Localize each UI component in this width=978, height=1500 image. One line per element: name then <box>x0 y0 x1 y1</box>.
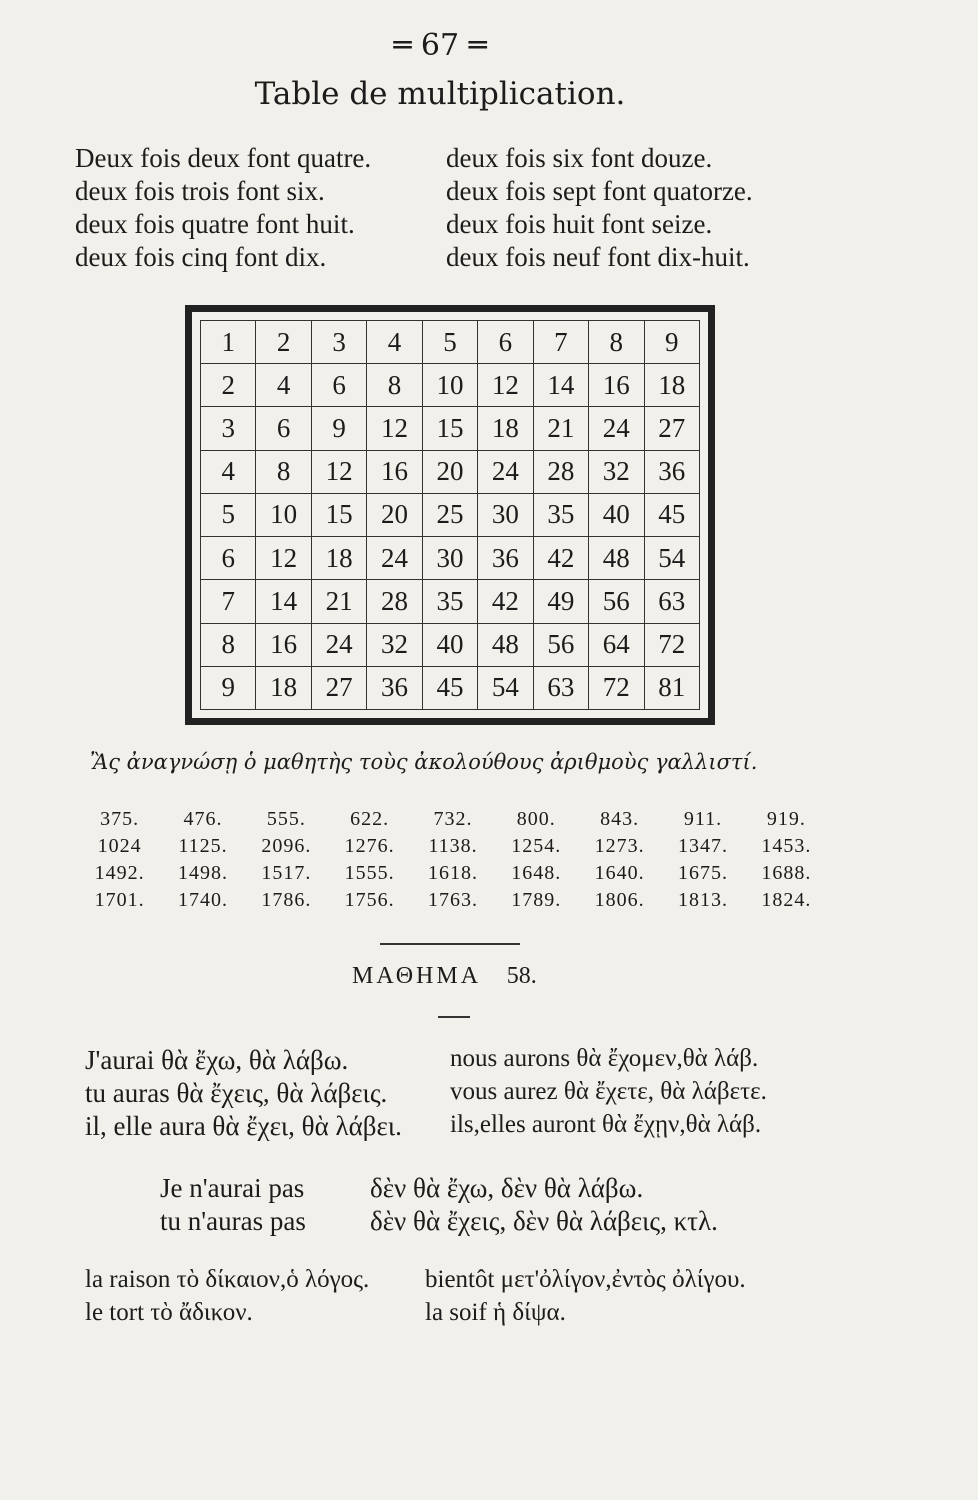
table-cell: 35 <box>533 493 588 536</box>
number-cell: 555. <box>266 808 306 830</box>
table-cell: 1 <box>201 321 256 364</box>
number-cell: 1254. <box>511 835 562 857</box>
table-cell: 28 <box>533 450 588 493</box>
table-row <box>201 321 700 364</box>
table-cell: 18 <box>311 537 366 580</box>
number-cell: 1492. <box>94 862 145 884</box>
number-cell: 1498. <box>177 862 228 884</box>
conjugation-left-1: J'aurai θὰ ἔχω, θὰ λάβω. <box>85 1045 349 1075</box>
table-cell: 20 <box>422 450 477 493</box>
table-cell: 16 <box>367 450 422 493</box>
table-cell: 24 <box>367 537 422 580</box>
conjugation-right-3: ils,elles auront θὰ ἔχῃν,θὰ λάβ. <box>450 1111 762 1138</box>
table-cell: 21 <box>311 580 366 623</box>
verse-right-4: deux fois neuf font dix-huit. <box>446 242 750 272</box>
table-cell: 9 <box>644 321 700 364</box>
number-cell: 1138. <box>428 835 478 857</box>
number-cell: 1786. <box>261 889 312 911</box>
conjugation-left-3: il, elle aura θὰ ἔχει, θὰ λάβει. <box>85 1111 402 1141</box>
number-cell: 1273. <box>594 835 645 857</box>
number-cell: 1453. <box>761 835 812 857</box>
table-cell: 42 <box>478 580 533 623</box>
table-cell: 10 <box>256 493 311 536</box>
table-cell: 8 <box>589 321 644 364</box>
table-cell: 40 <box>589 493 644 536</box>
table-cell: 49 <box>533 580 588 623</box>
table-cell: 14 <box>256 580 311 623</box>
table-cell: 16 <box>256 623 311 666</box>
table-row <box>78 860 828 887</box>
numbers-grid <box>78 806 828 914</box>
table-cell: 63 <box>533 666 588 709</box>
table-row <box>201 537 700 580</box>
verse-left-1: Deux fois deux font quatre. <box>75 143 372 173</box>
table-cell: 32 <box>367 623 422 666</box>
negation-gr-2: δὲν θὰ ἔχεις, δὲν θὰ λάβεις, κτλ. <box>370 1206 718 1236</box>
table-cell: 63 <box>644 580 700 623</box>
vocab-left-2: le tort τὸ ἄδικον. <box>85 1299 253 1326</box>
number-cell: 1763. <box>427 889 478 911</box>
table-cell: 72 <box>589 666 644 709</box>
negation-fr-1: Je n'aurai pas <box>160 1173 305 1203</box>
table-cell: 7 <box>533 321 588 364</box>
table-cell: 5 <box>201 493 256 536</box>
table-cell: 15 <box>311 493 366 536</box>
verse-left-4: deux fois cinq font dix. <box>75 242 327 272</box>
number-cell: 1648. <box>511 862 562 884</box>
table-cell: 9 <box>311 407 366 450</box>
table-row <box>201 666 700 709</box>
table-cell: 42 <box>533 537 588 580</box>
number-cell: 1125. <box>178 835 228 857</box>
table-cell: 6 <box>256 407 311 450</box>
table-cell: 10 <box>422 364 477 407</box>
number-cell: 1024 <box>97 835 142 857</box>
conjugation-right-2: vous aurez θὰ ἔχετε, θὰ λάβετε. <box>450 1078 767 1105</box>
number-cell: 1740. <box>177 889 228 911</box>
number-cell: 1806. <box>594 889 645 911</box>
table-row <box>78 833 828 860</box>
number-cell: 1824. <box>761 889 812 911</box>
table-cell: 12 <box>478 364 533 407</box>
vocab-left-1: la raison τὸ δίκαιον,ὁ λόγος. <box>85 1266 370 1293</box>
conjugation-right-1: nous aurons θὰ ἔχομεν,θὰ λάβ. <box>450 1045 759 1072</box>
table-cell: 48 <box>478 623 533 666</box>
verse-right-3: deux fois huit font seize. <box>446 209 713 239</box>
lesson-heading <box>352 963 537 990</box>
table-cell: 3 <box>311 321 366 364</box>
table-cell: 45 <box>422 666 477 709</box>
table-cell: 12 <box>311 450 366 493</box>
lesson-title: ΜΑΘΗΜΑ <box>352 963 480 989</box>
table-cell: 40 <box>422 623 477 666</box>
table-cell: 8 <box>201 623 256 666</box>
table-cell: 12 <box>256 537 311 580</box>
number-cell: 1276. <box>344 835 395 857</box>
vocab-right-2: la soif ἡ δίψα. <box>425 1299 566 1326</box>
section-divider <box>380 943 520 945</box>
number-cell: 800. <box>516 808 556 830</box>
table-row <box>78 806 828 833</box>
table-cell: 27 <box>644 407 700 450</box>
number-cell: 1701. <box>94 889 145 911</box>
number-cell: 919. <box>766 808 806 830</box>
table-cell: 36 <box>478 537 533 580</box>
table-cell: 4 <box>201 450 256 493</box>
short-divider <box>438 1016 470 1018</box>
table-cell: 2 <box>201 364 256 407</box>
table-cell: 6 <box>201 537 256 580</box>
number-cell: 476. <box>183 808 223 830</box>
vocab-right-1: bientôt μετ'ὀλίγον,ἐντὸς ὀλίγου. <box>425 1266 746 1293</box>
page-number: ═ 67 ═ <box>393 28 487 63</box>
table-cell: 56 <box>589 580 644 623</box>
table-cell: 64 <box>589 623 644 666</box>
table-cell: 5 <box>422 321 477 364</box>
verse-right-2: deux fois sept font quatorze. <box>446 176 753 206</box>
number-cell: 1555. <box>344 862 395 884</box>
negation-gr-1: δὲν θὰ ἔχω, δὲν θὰ λάβω. <box>370 1173 644 1203</box>
conjugation-left-2: tu auras θὰ ἔχεις, θὰ λάβεις. <box>85 1078 388 1108</box>
number-cell: 1618. <box>427 862 478 884</box>
table-cell: 6 <box>311 364 366 407</box>
table-cell: 6 <box>478 321 533 364</box>
verse-right-1: deux fois six font douze. <box>446 143 713 173</box>
table-cell: 54 <box>644 537 700 580</box>
table-row <box>201 623 700 666</box>
table-cell: 21 <box>533 407 588 450</box>
lesson-number: 58. <box>506 963 537 989</box>
table-cell: 30 <box>478 493 533 536</box>
table-cell: 36 <box>644 450 700 493</box>
table-cell: 72 <box>644 623 700 666</box>
number-cell: 911. <box>683 808 723 830</box>
number-cell: 1640. <box>594 862 645 884</box>
number-cell: 2096. <box>261 835 312 857</box>
multiplication-table <box>185 305 715 725</box>
table-cell: 27 <box>311 666 366 709</box>
table-cell: 48 <box>589 537 644 580</box>
table-cell: 4 <box>256 364 311 407</box>
number-cell: 1347. <box>677 835 728 857</box>
verse-left-2: deux fois trois font six. <box>75 176 325 206</box>
table-cell: 3 <box>201 407 256 450</box>
number-cell: 843. <box>600 808 640 830</box>
table-cell: 24 <box>478 450 533 493</box>
table-cell: 18 <box>478 407 533 450</box>
table-cell: 12 <box>367 407 422 450</box>
table-cell: 18 <box>256 666 311 709</box>
table-cell: 35 <box>422 580 477 623</box>
table-cell: 8 <box>256 450 311 493</box>
table-cell: 20 <box>367 493 422 536</box>
table-cell: 24 <box>589 407 644 450</box>
table-row <box>201 364 700 407</box>
negation-fr-2: tu n'auras pas <box>160 1206 306 1236</box>
table-cell: 15 <box>422 407 477 450</box>
table-cell: 9 <box>201 666 256 709</box>
table-cell: 14 <box>533 364 588 407</box>
table-row <box>201 493 700 536</box>
table-cell: 30 <box>422 537 477 580</box>
number-cell: 622. <box>350 808 390 830</box>
table-row <box>201 580 700 623</box>
table-cell: 16 <box>589 364 644 407</box>
table-cell: 28 <box>367 580 422 623</box>
table-cell: 2 <box>256 321 311 364</box>
table-cell: 7 <box>201 580 256 623</box>
number-cell: 732. <box>433 808 473 830</box>
page-title: Table de multiplication. <box>254 76 626 112</box>
greek-instruction: Ἂς ἀναγνώσῃ ὁ μαθητὴς τοὺς ἀκολούθους ἀριθμοὺς γαλλιστί. <box>90 750 758 774</box>
table-cell: 81 <box>644 666 700 709</box>
table-cell: 25 <box>422 493 477 536</box>
table-cell: 36 <box>367 666 422 709</box>
table-cell: 45 <box>644 493 700 536</box>
table-cell: 18 <box>644 364 700 407</box>
number-cell: 1675. <box>677 862 728 884</box>
table-row <box>78 887 828 914</box>
number-cell: 1756. <box>344 889 395 911</box>
table-cell: 4 <box>367 321 422 364</box>
verse-left-3: deux fois quatre font huit. <box>75 209 355 239</box>
number-cell: 1517. <box>261 862 312 884</box>
number-cell: 1789. <box>511 889 562 911</box>
table-cell: 24 <box>311 623 366 666</box>
number-cell: 1813. <box>677 889 728 911</box>
table-cell: 8 <box>367 364 422 407</box>
table-cell: 32 <box>589 450 644 493</box>
table-cell: 54 <box>478 666 533 709</box>
table-row <box>201 407 700 450</box>
table-cell: 56 <box>533 623 588 666</box>
number-cell: 375. <box>100 808 140 830</box>
table-row <box>201 450 700 493</box>
number-cell: 1688. <box>761 862 812 884</box>
